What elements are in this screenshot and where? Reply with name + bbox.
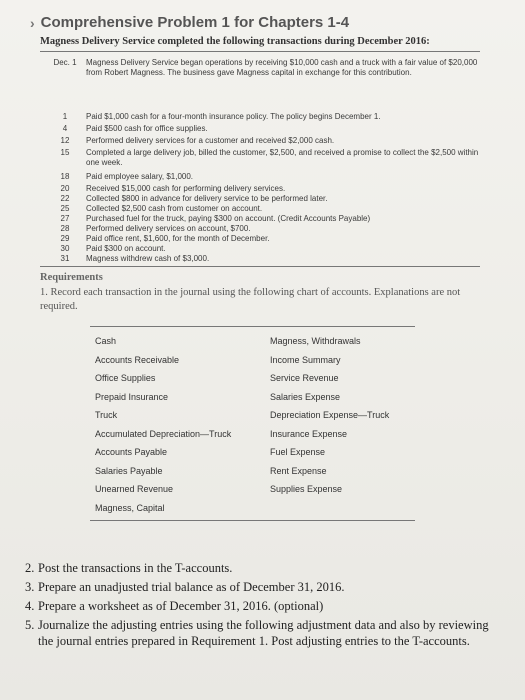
transaction-text: Performed delivery services on account, $700. [86,224,251,233]
problem-title: Comprehensive Problem 1 for Chapters 1-4 [40,14,350,31]
transaction-row [50,254,480,264]
transaction-date: 18 [60,172,70,181]
account-name: Magness, Withdrawals [270,336,361,346]
transaction-text: Collected $2,500 cash from customer on account. [86,204,263,213]
account-name: Service Revenue [270,373,339,383]
transaction-date: 31 [60,254,70,263]
account-name: Truck [95,410,118,420]
account-name: Depreciation Expense—Truck [270,410,390,420]
account-name: Cash [95,336,117,346]
transaction-text: Paid employee salary, $1,000. [86,172,194,181]
transaction-date: Dec. 1 [53,58,77,67]
transaction-date: 15 [60,148,70,157]
transaction-row [50,58,480,78]
transaction-row [50,204,480,214]
account-name: Unearned Revenue [95,484,174,494]
transaction-row [50,194,480,204]
account-name: Accounts Receivable [95,354,180,365]
accounts-right-column [270,332,389,499]
account-name: Accounts Payable [95,447,168,457]
requirement-text: Prepare an unadjusted trial balance as of December 31, 2016. [38,580,345,594]
transaction-row [50,234,480,244]
transaction-date: 4 [62,124,68,133]
accounts-bottom-rule [90,520,415,521]
requirement-item [25,560,505,576]
account-name: Fuel Expense [270,447,326,457]
transaction-text: Magness withdrew cash of $3,000. [86,254,210,263]
requirement-item [25,579,505,595]
requirement-text: Prepare a worksheet as of December 31, 2016. (optional) [38,599,324,613]
transactions-divider [40,266,480,267]
transaction-text: Received $15,000 cash for performing delivery services. [86,184,286,193]
transaction-row [50,184,480,194]
transaction-date: 28 [60,224,70,233]
transaction-text: Performed delivery services for a customer and received $2,000 cash. [86,136,335,145]
requirement-1: 1. Record each transaction in the journal using the following chart of accounts. Explanations are not required. [40,287,461,312]
account-name: Income Summary [270,354,341,365]
transaction-date: 22 [60,194,70,203]
transaction-date: 27 [60,214,70,223]
requirement-item [25,617,505,649]
account-name: Supplies Expense [270,484,343,494]
account-name: Rent Expense [270,465,327,476]
transaction-text: Paid office rent, $1,600, for the month of December. [86,234,270,243]
transaction-row [50,244,480,254]
transaction-text: Paid $1,000 cash for a four-month insurance policy. The policy begins December 1. [86,112,381,121]
transaction-text: Magness Delivery Service began operations by receiving $10,000 cash and a truck with a fair value of $20,000 from Robert Magness. The business gave Magness capital in exchange for this contribution. [86,58,478,77]
top-divider [40,51,480,52]
transaction-row [50,214,480,224]
requirement-number: 3. [25,580,35,594]
transaction-row [50,148,480,168]
transaction-text: Purchased fuel for the truck, paying $300 on account. (Credit Accounts Payable) [86,214,371,223]
transaction-date: 1 [62,112,68,121]
transaction-row [50,112,480,122]
account-name: Salaries Payable [95,465,163,476]
transaction-row [50,172,480,182]
transaction-row [50,224,480,234]
chevron-right-icon[interactable]: › [30,14,35,31]
requirement-text: Post the transactions in the T-accounts. [38,561,233,575]
requirement-number: 5. [25,618,35,632]
requirements-list [25,560,505,652]
account-name: Magness, Capital [95,502,165,513]
accounts-left-column [95,332,231,517]
account-name: Salaries Expense [270,391,341,402]
transaction-date: 30 [60,244,70,253]
transaction-row [50,124,480,134]
account-name: Insurance Expense [270,428,348,439]
requirement-number: 2. [25,561,35,575]
transaction-date: 12 [60,136,70,145]
accounts-top-rule [90,326,415,327]
requirement-number: 4. [25,599,35,613]
problem-header[interactable] [30,14,349,31]
transaction-row [50,136,480,146]
transaction-date: 29 [60,234,70,243]
requirement-item [25,598,505,614]
problem-subtitle: Magness Delivery Service completed the following transactions during December 2016: [40,36,430,47]
account-name: Accumulated Depreciation—Truck [95,428,232,439]
requirement-text: Journalize the adjusting entries using the following adjustment data and also by reviewing the journal entries prepared in Requirement 1. Post adjusting entries to the T-accounts. [38,618,489,648]
transaction-text: Completed a large delivery job, billed the customer, $2,500, and received a promise to collect the $2,500 within one week. [86,148,479,167]
transaction-date: 20 [60,184,70,193]
transaction-text: Collected $800 in advance for delivery service to be performed later. [86,194,328,203]
transaction-text: Paid $300 on account. [86,244,166,253]
account-name: Prepaid Insurance [95,391,169,402]
transaction-text: Paid $500 cash for office supplies. [86,124,208,133]
requirements-heading: Requirements [40,272,103,283]
account-name: Office Supplies [95,373,156,383]
transaction-date: 25 [60,204,70,213]
